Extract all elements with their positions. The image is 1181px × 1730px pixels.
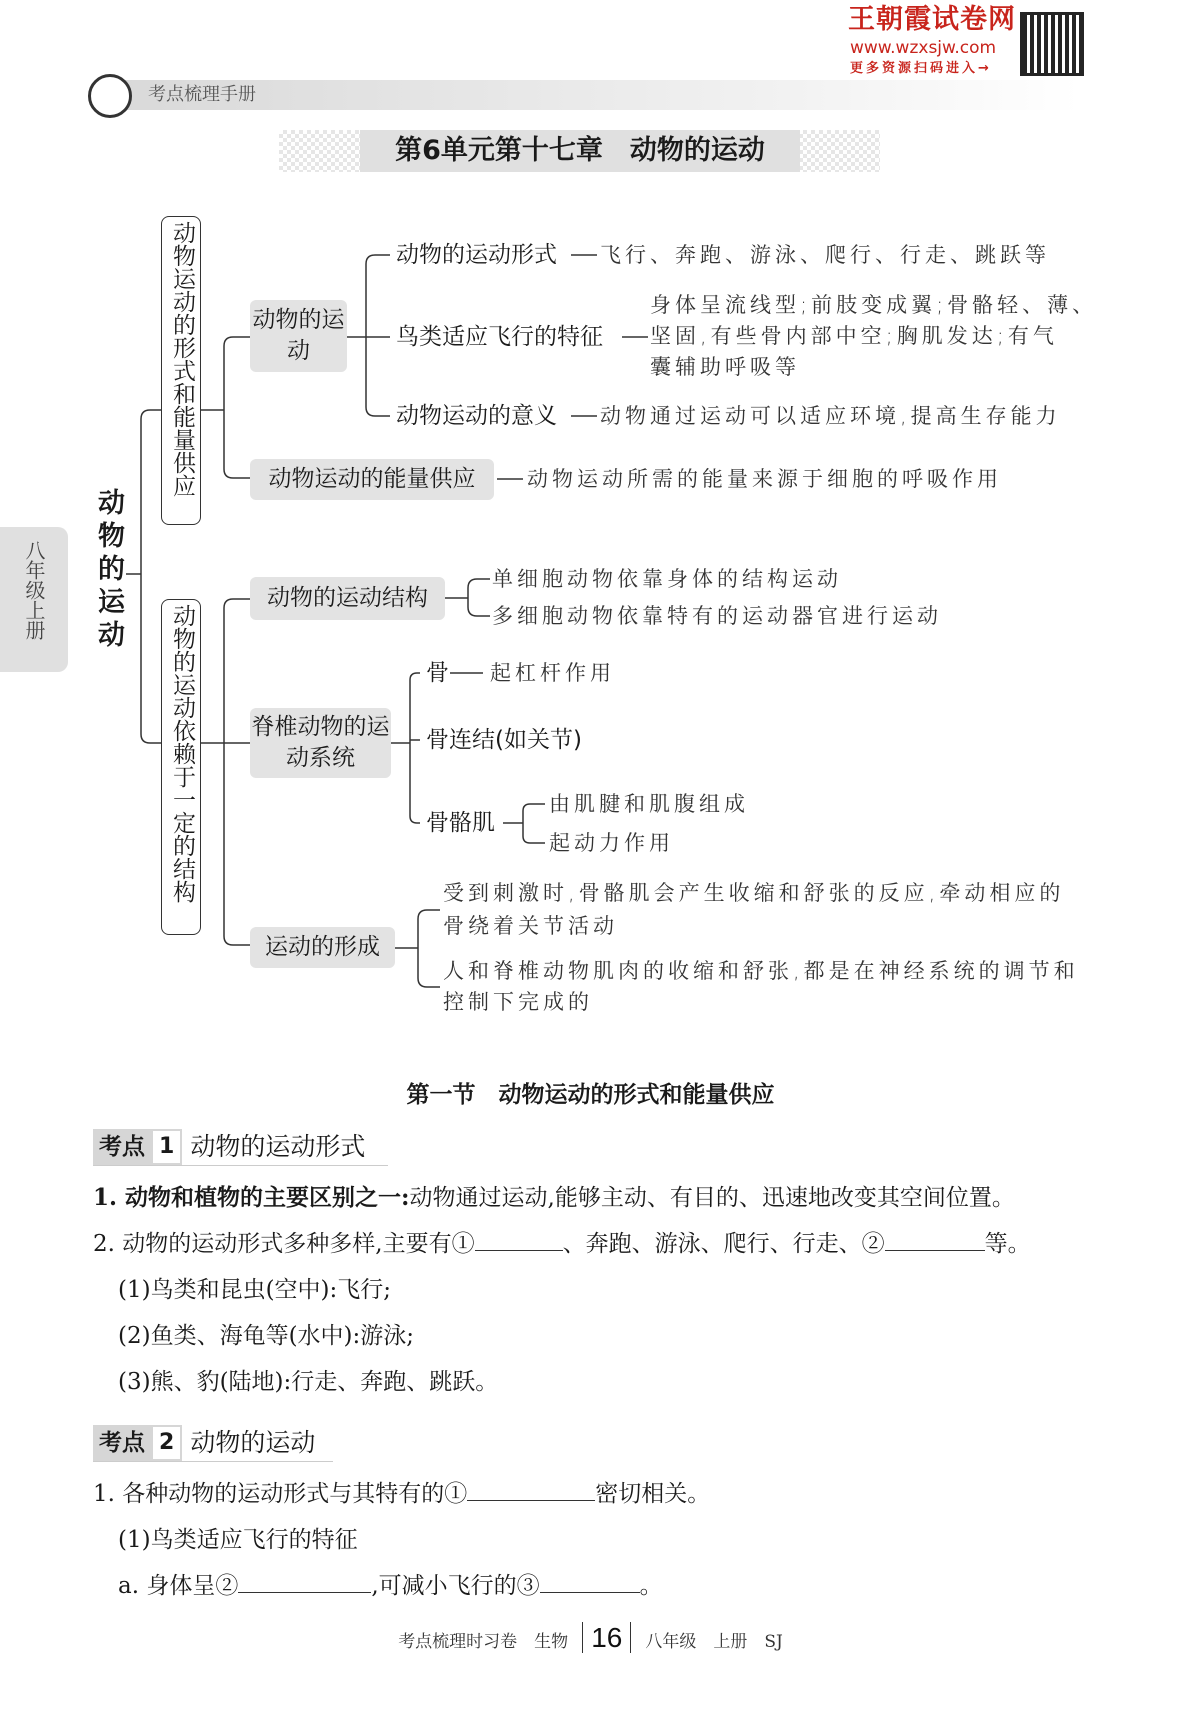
kaodian-1-heading (93, 1129, 388, 1166)
kaodian-tag: 考点 (93, 1129, 151, 1165)
brand-more: 更多资源扫码进入→ (850, 61, 992, 76)
node-motion-structure: 动物的运动结构 (250, 577, 445, 620)
kd1-line-1-bold: 1. 动物和植物的主要区别之一: (93, 1184, 410, 1211)
structure-item: 单细胞动物依靠身体的结构运动 (492, 567, 842, 591)
kaodian-number: 1 (151, 1129, 182, 1165)
structure-item: 多细胞动物依靠特有的运动器官进行运动 (492, 604, 942, 628)
muscle-label: 骨骼肌 (426, 810, 495, 836)
text: ,可减小飞行的③ (371, 1573, 540, 1599)
answer-blank-1[interactable] (475, 1230, 563, 1251)
kd1-item: (1)鸟类和昆虫(空中):飞行; (118, 1277, 392, 1303)
bone-text: 起杠杆作用 (490, 661, 615, 685)
kd2-line-3 (118, 1571, 663, 1601)
kd1-item: (2)鱼类、海龟等(水中):游泳; (118, 1323, 415, 1349)
kaodian-number: 2 (151, 1425, 182, 1461)
answer-blank-3[interactable] (540, 1572, 640, 1593)
motion-meaning-label: 动物运动的意义 (396, 403, 557, 429)
kd1-line-1 (93, 1183, 1015, 1213)
kd2-line-2: (1)鸟类适应飞行的特征 (118, 1527, 358, 1553)
text: 1. 各种动物的运动形式与其特有的① (93, 1481, 468, 1507)
bird-feature-line: 身体呈流线型;前肢变成翼;骨骼轻、薄、 (650, 293, 1098, 317)
branch-form-energy: 动物运动的形式和能量供应 (161, 216, 201, 525)
text: 密切相关。 (595, 1481, 711, 1507)
kd2-line-1 (93, 1479, 710, 1509)
mindmap-root: 动物的运动 (93, 488, 124, 653)
book-title: 考点梳理手册 (148, 84, 256, 105)
formation-line: 控制下完成的 (443, 990, 593, 1014)
text: 等。 (984, 1231, 1031, 1257)
formation-line: 受到刺激时,骨骼肌会产生收缩和舒张的反应,牵动相应的 (443, 881, 1065, 905)
kd1-line-2 (93, 1229, 1031, 1259)
kd1-line-1-rest: 动物通过运动,能够主动、有目的、迅速地改变其空间位置。 (409, 1185, 1015, 1211)
node-motion-formation: 运动的形成 (250, 927, 395, 968)
text: 。 (639, 1573, 663, 1599)
joint-label: 骨连结(如关节) (426, 727, 582, 753)
bird-features-label: 鸟类适应飞行的特征 (396, 324, 603, 350)
kd1-item: (3)熊、豹(陆地):行走、奔跑、跳跃。 (118, 1369, 499, 1395)
brand-url: www.wzxsjw.com (850, 38, 997, 58)
muscle-item: 由肌腱和肌腹组成 (549, 792, 749, 816)
muscle-item: 起动力作用 (549, 831, 674, 855)
energy-text: 动物运动所需的能量来源于细胞的呼吸作用 (527, 467, 1002, 491)
formation-line: 骨绕着关节活动 (443, 914, 618, 938)
answer-blank-2[interactable] (885, 1230, 985, 1251)
kaodian-title: 动物的运动形式 (190, 1132, 366, 1161)
brand-logo-text: 王朝霞试卷网 (848, 4, 1016, 35)
node-animal-motion: 动物的运动 (250, 300, 347, 372)
answer-blank-2[interactable] (238, 1572, 371, 1593)
chapter-title: 第6单元第十七章 动物的运动 (395, 135, 765, 166)
text: 、奔跑、游泳、爬行、行走、② (562, 1231, 885, 1257)
branch-structure: 动物的运动依赖于一定的结构 (161, 599, 201, 935)
text: 2. 动物的运动形式多种多样,主要有① (93, 1231, 475, 1257)
motion-forms-label: 动物的运动形式 (396, 242, 557, 268)
motion-meaning-text: 动物通过运动可以适应环境,提高生存能力 (600, 404, 1061, 428)
node-energy-supply: 动物运动的能量供应 (250, 459, 494, 500)
answer-blank-1[interactable] (467, 1480, 595, 1501)
kaodian-2-heading (93, 1425, 333, 1462)
bird-feature-line: 坚固,有些骨内部中空;胸肌发达;有气 (650, 324, 1058, 348)
footer-right: 八年级 上册 SJ (645, 1632, 783, 1652)
side-tab-label: 八年级上册 (22, 540, 46, 640)
motion-forms-text: 飞行、奔跑、游泳、爬行、行走、跳跃等 (600, 243, 1050, 267)
page-number: 16 (582, 1622, 631, 1653)
section-title: 第一节 动物运动的形式和能量供应 (406, 1082, 775, 1108)
node-vertebrate-system: 脊椎动物的运动系统 (250, 708, 391, 778)
kaodian-title: 动物的运动 (190, 1428, 316, 1457)
formation-line: 人和脊椎动物肌肉的收缩和舒张,都是在神经系统的调节和 (443, 959, 1079, 983)
text: a. 身体呈② (118, 1573, 239, 1599)
page-footer (0, 1620, 1181, 1660)
footer-left: 考点梳理时习卷 生物 (398, 1632, 569, 1652)
bird-feature-line: 囊辅助呼吸等 (650, 355, 800, 379)
bone-label: 骨 (426, 660, 449, 686)
kaodian-tag: 考点 (93, 1425, 151, 1461)
